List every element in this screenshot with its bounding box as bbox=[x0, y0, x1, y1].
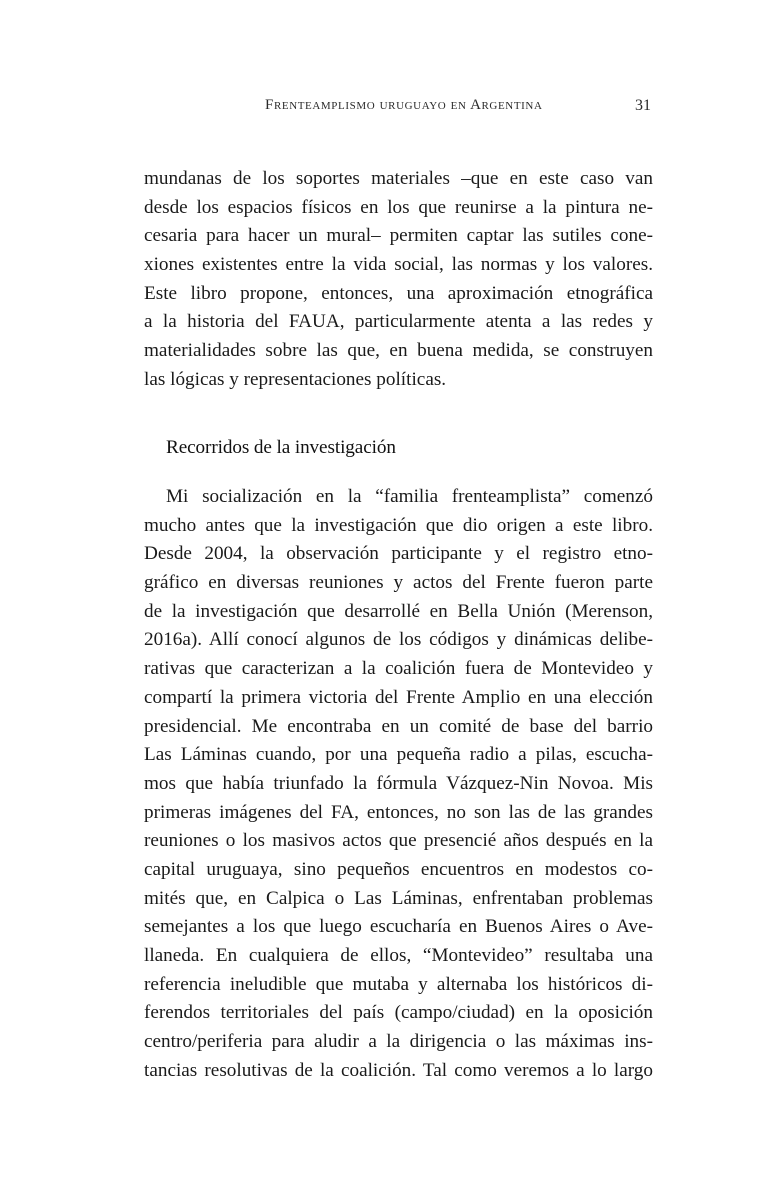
text-line: cesaria para hacer un mural– permiten captar las sutiles cone- bbox=[144, 225, 653, 247]
text-line: de la investigación que desarrollé en Bella Unión (Merenson, bbox=[144, 600, 653, 622]
text-line: desde los espacios físicos en los que reunirse a la pintura ne- bbox=[144, 196, 653, 218]
text-line: rativas que caracterizan a la coalición fuera de Montevideo y bbox=[144, 658, 653, 680]
paragraph bbox=[144, 483, 653, 1085]
text-line: Mi socialización en la “familia frenteamplista” comenzó bbox=[166, 486, 653, 507]
text-line: mités que, en Calpica o Las Láminas, enfrentaban problemas bbox=[144, 887, 653, 909]
text-line: reuniones o los masivos actos que presencié años después en la bbox=[144, 830, 653, 852]
text-line: a la historia del FAUA, particularmente atenta a las redes y bbox=[144, 311, 653, 333]
text-line: compartí la primera victoria del Frente Amplio en una elección bbox=[144, 686, 653, 708]
text-line: centro/periferia para aludir a la dirigencia o las máximas ins- bbox=[144, 1031, 653, 1053]
page-number: 31 bbox=[635, 97, 651, 114]
running-title: Frenteamplismo uruguayo en Argentina bbox=[265, 97, 543, 113]
section-heading: Recorridos de la investigación bbox=[166, 437, 396, 458]
text-line: Este libro propone, entonces, una aproximación etnográfica bbox=[144, 282, 653, 304]
text-line: tancias resolutivas de la coalición. Tal como veremos a lo largo bbox=[144, 1059, 653, 1081]
text-line: primeras imágenes del FA, entonces, no son las de las grandes bbox=[144, 801, 653, 823]
text-line: mucho antes que la investigación que dio origen a este libro. bbox=[144, 514, 653, 536]
text-line: xiones existentes entre la vida social, las normas y los valores. bbox=[144, 254, 653, 276]
paragraph-continued bbox=[144, 165, 653, 395]
text-line: referencia ineludible que mutaba y alternaba los históricos di- bbox=[144, 973, 653, 995]
text-line: semejantes a los que luego escucharía en Buenos Aires o Ave- bbox=[144, 916, 653, 938]
text-line: materialidades sobre las que, en buena medida, se construyen bbox=[144, 340, 653, 362]
text-line: llaneda. En cualquiera de ellos, “Montevideo” resultaba una bbox=[144, 945, 653, 966]
text-line: gráfico en diversas reuniones y actos del Frente fueron parte bbox=[144, 572, 653, 594]
running-head bbox=[0, 97, 765, 121]
text-line: ferendos territoriales del país (campo/ciudad) en la oposición bbox=[144, 1002, 653, 1024]
text-line: presidencial. Me encontraba en un comité de base del barrio bbox=[144, 715, 653, 737]
text-line: 2016a). Allí conocí algunos de los códigos y dinámicas delibe- bbox=[144, 629, 653, 651]
text-line: mundanas de los soportes materiales –que en este caso van bbox=[144, 168, 653, 189]
text-line: mos que había triunfado la fórmula Vázquez-Nin Novoa. Mis bbox=[144, 772, 653, 794]
text-line: capital uruguaya, sino pequeños encuentros en modestos co- bbox=[144, 858, 653, 880]
text-line: Desde 2004, la observación participante y el registro etno- bbox=[144, 543, 653, 565]
text-line: Las Láminas cuando, por una pequeña radio a pilas, escucha- bbox=[144, 744, 653, 766]
text-line: las lógicas y representaciones políticas. bbox=[144, 368, 447, 390]
